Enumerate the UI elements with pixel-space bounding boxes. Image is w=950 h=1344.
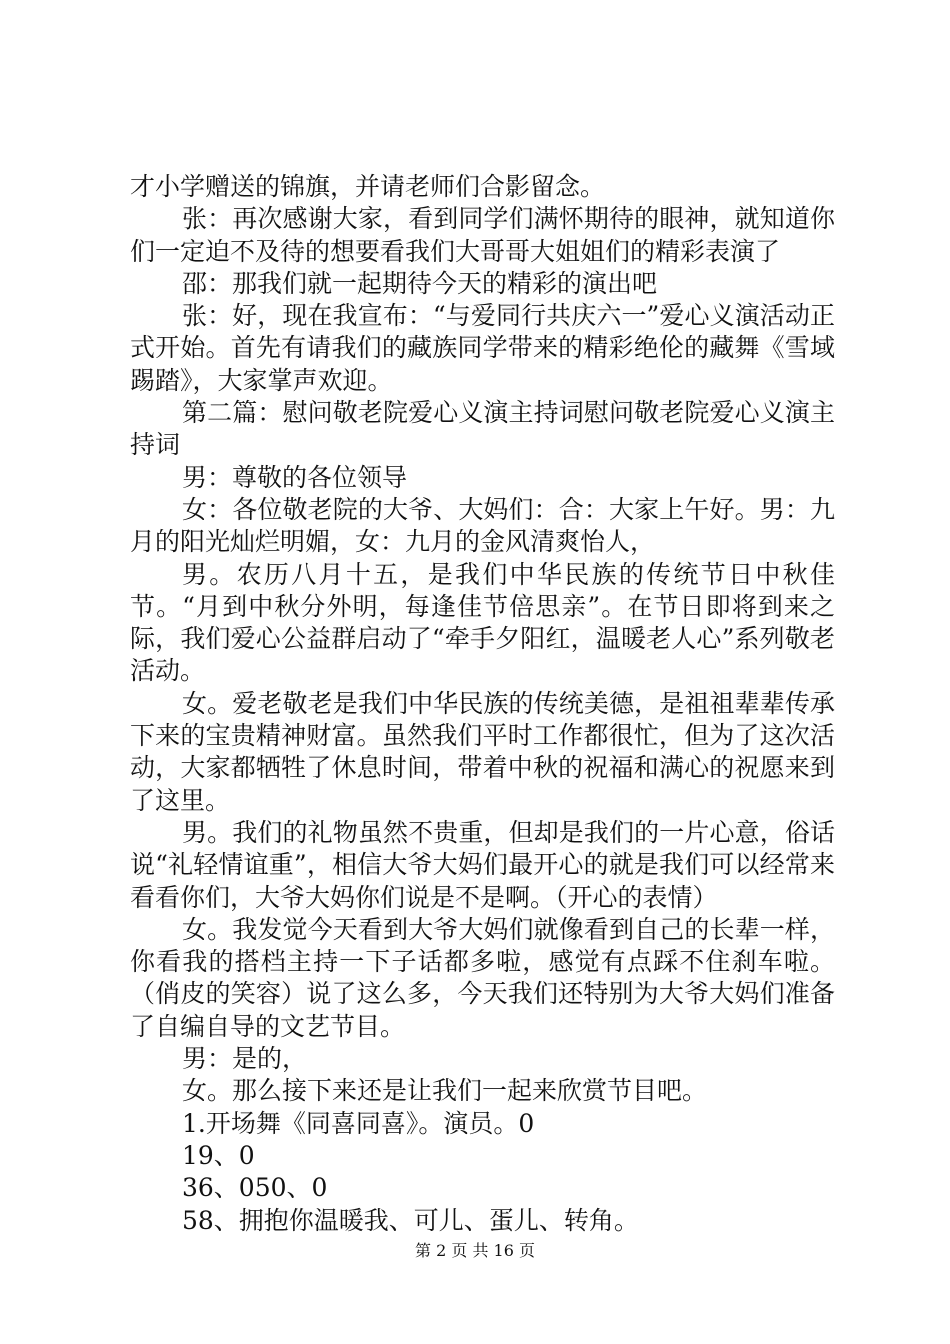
paragraph: 女：各位敬老院的大爷、大妈们：合：大家上午好。男：九月的阳光灿烂明媚，女：九月的金风清爽怡人， [130,494,835,557]
list-item: 58、拥抱你温暖我、可儿、蛋儿、转角。 [182,1205,639,1235]
paragraph: 张：好，现在我宣布：“与爱同行共庆六一”爱心义演活动正式开始。首先有请我们的藏族同学带来的精彩绝伦的藏舞《雪域踢踏》，大家掌声欢迎。 [130,301,835,395]
paragraph: 女。那么接下来还是让我们一起来欣赏节目吧。 [182,1076,708,1106]
paragraph: 男。我们的礼物虽然不贵重，但却是我们的一片心意，俗话说“礼轻情谊重”，相信大爷大妈们最开心的就是我们可以经常来看看你们，大爷大妈你们说是不是啊。（开心的表情） [130,817,835,912]
paragraph: 男：尊敬的各位领导 [182,462,408,492]
paragraph: 女。爱老敬老是我们中华民族的传统美德，是祖祖辈辈传承下来的宝贵精神财富。虽然我们平时工作都很忙，但为了这次活动，大家都牺牲了休息时间，带着中秋的祝福和满心的祝愿来到了这里。 [130,688,835,815]
paragraph: 才小学赠送的锦旗，并请老师们合影留念。 [130,172,606,201]
list-item: 36、050、0 [182,1173,328,1203]
paragraph: 男。农历八月十五，是我们中华民族的传统节日中秋佳节。“月到中秋分外明，每逢佳节倍思亲”。在节日即将到来之际，我们爱心公益群启动了“牵手夕阳红，温暖老人心”系列敬老活动。 [130,559,835,686]
paragraph: 张：再次感谢大家，看到同学们满怀期待的眼神，就知道你们一定迫不及待的想要看我们大哥哥大姐姐们的精彩表演了 [130,204,835,266]
list-item: 1.开场舞《同喜同喜》。演员。0 [182,1108,535,1138]
list-item: 19、0 [182,1140,255,1170]
page-number-label: 第 2 页 共 16 页 [415,1241,535,1260]
document-body [130,171,835,1237]
paragraph: 邵：那我们就一起期待今天的精彩的演出吧 [182,268,658,298]
paragraph: 男：是的， [182,1044,308,1074]
paragraph: 女。我发觉今天看到大爷大妈们就像看到自己的长辈一样，你看我的搭档主持一下子话都多啦，感觉有点踩不住刹车啦。（俏皮的笑容）说了这么多，今天我们还特别为大爷大妈们准备了自编自导的文艺节目。 [130,914,835,1041]
section-heading: 第二篇：慰问敬老院爱心义演主持词慰问敬老院爱心义演主持词 [130,398,835,460]
page-footer [0,1240,950,1262]
